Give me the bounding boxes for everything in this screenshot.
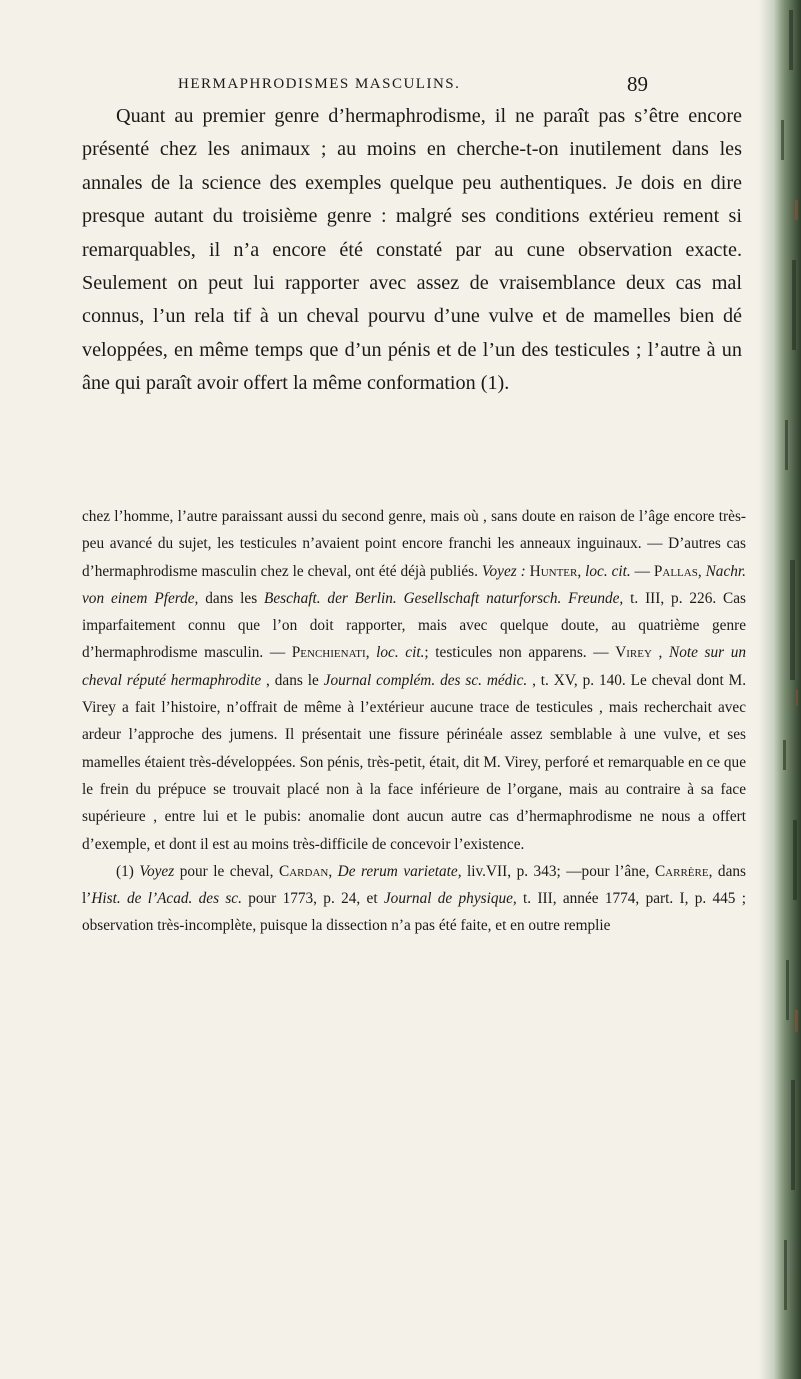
- author-name: Carrère: [654, 862, 709, 880]
- main-line: tif à un cheval pourvu d’une vulve et de mamelles bien dé: [233, 305, 743, 328]
- running-title: HERMAPHRODISMES MASCULINS.: [178, 76, 461, 92]
- main-line: Quant au premier genre d’hermaphrodisme, il ne paraît: [116, 105, 599, 127]
- footnotes: [82, 503, 746, 940]
- author-name: Virey: [615, 644, 652, 662]
- main-line: cherche-t-on inutilement dans les annales de la science des: [82, 138, 742, 194]
- author-name: Pallas: [653, 562, 698, 580]
- footnote-1: (1) Voyez pour le cheval, Cardan, De rerum varietate, liv.VII, p. 343; —pour l’âne, Carrère, dans l’Hist. de l’Acad. des sc. pour 1773, p. 24, et Journal de physique, t. III, année 1774, part. I, p. 445 ; observation très-incomplète, puisque la dissection n’a pas été faite, et en outre remplie: [82, 862, 747, 935]
- main-line: pas s’être encore présenté chez les animaux ; au moins en: [82, 105, 743, 161]
- main-line: exemples quelque peu authentiques. Je dois en dire presque: [82, 171, 742, 228]
- page-header: [178, 72, 648, 96]
- main-line: rement si remarquables, il n’a encore été constaté par au: [82, 205, 742, 261]
- main-line: testicules ; l’autre à un âne qui paraît avoir offert la même: [82, 338, 742, 395]
- author-name: Penchienati: [291, 644, 366, 662]
- main-line: autant du troisième genre : malgré ses conditions extérieu: [154, 205, 654, 228]
- main-paragraph: [82, 100, 742, 401]
- author-name: Cardan: [279, 862, 329, 880]
- author-name: Hunter: [529, 562, 578, 580]
- page-number: 89: [627, 72, 648, 96]
- main-line: avec assez de vraisemblance deux cas mal connus, l’un rela: [82, 272, 742, 328]
- main-line: cune observation exacte. Seulement on peut lui rapporter: [82, 238, 742, 295]
- binding-edge-texture: [759, 0, 801, 1379]
- main-text: [82, 100, 742, 401]
- main-line: veloppées, en même temps que d’un pénis et de l’un des: [82, 338, 555, 361]
- main-line: conformation (1).: [366, 372, 510, 395]
- footnote-continuation: chez l’homme, l’autre paraissant aussi du second genre, mais où , sans doute en raison de l’âge encore très-peu avancé du sujet, les testicules n’avaient point encore franchi les anneaux inguinaux. — D’autres cas d’hermaphrodisme masculin chez le cheval, ont été déjà publiés. Voyez : Hunter, loc. cit. — Pallas, Nachr. von einem Pferde, dans les Beschaft. der Berlin. Gesellschaft naturforsch. Freunde, t. III, p. 226. Cas imparfaitement connu que l’on doit rapporter, mais avec quelque doute, au quatrième genre d’hermaphrodisme masculin. — Penchienati, loc. cit.; testicules non apparens. — Virey , Note sur un cheval réputé hermaphrodite , dans le Journal complém. des sc. médic. , t. XV, p. 140. Le cheval dont M. Virey a fait l’histoire, n’offrait de même à l’extérieur aucune trace de testicules , mais recherchait avec ardeur l’approche des jumens. Il présentait une fissure périnéale assez semblable à une vulve, et ses mamelles étaient très-développées. Son pénis, très-petit, était, dit M. Virey, perforé et remarquable en ce que le frein du prépuce se trouvait placé non à la face inférieure de l’organe, mais au contraire à sa face supérieure , entre lui et le pubis: anomalie dont aucun autre cas d’hermaphrodisme ne nous a offert d’exemple, et dont il est au moins très-difficile de concevoir l’existence.: [82, 508, 747, 853]
